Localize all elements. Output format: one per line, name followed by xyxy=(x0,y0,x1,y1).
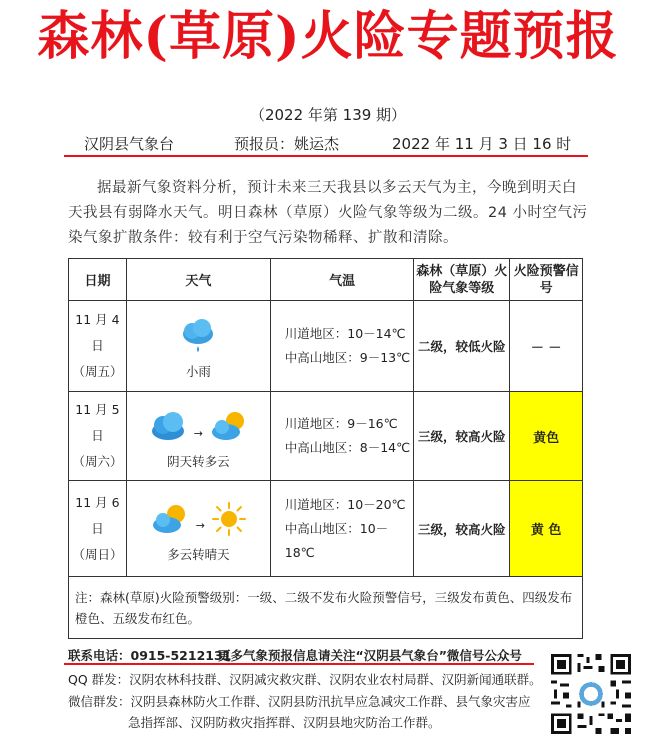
date-cell xyxy=(69,301,127,392)
issue-datetime: 2022 年 11 月 3 日 16 时 xyxy=(392,135,572,153)
fire-signal: 黄 色 xyxy=(510,481,583,577)
fire-level: 三级，较高火险 xyxy=(414,392,510,481)
table-note: 注：森林(草原)火险预警级别：一级、二级不发布火险预警信号，三级发布黄色、四级发布橙色、五级发布红色。 xyxy=(69,577,583,639)
temp-valley: 川道地区：10－14℃ xyxy=(284,326,406,341)
weather-cell xyxy=(126,301,270,392)
temp-mountain: 中高山地区：10－18℃ xyxy=(284,520,389,560)
date-cell xyxy=(69,392,127,481)
report-title: 森林(草原)火险专题预报 xyxy=(37,6,619,67)
issue-number: （2022 年第 139 期） xyxy=(249,106,407,124)
weekday: （周六） xyxy=(72,454,123,469)
overcast-icon xyxy=(148,409,188,443)
follow-notice: 更多气象预报信息请关注“汉阴县气象台”微信号公众号 xyxy=(218,648,522,663)
date: 11 月 6 日 xyxy=(75,494,120,536)
wechat-groups-1: 微信群发：汉阴县森林防火工作群、汉阴县防汛抗旱应急减灾工作群、县气象灾害应 xyxy=(68,694,531,709)
fire-signal: － － xyxy=(510,301,583,392)
header-weather: 天气 xyxy=(126,259,270,301)
arrow-icon: → xyxy=(195,519,205,532)
header-signal: 火险预警信号 xyxy=(510,259,583,301)
fire-level: 三级，较高火险 xyxy=(414,481,510,577)
header-date: 日期 xyxy=(69,259,127,301)
weather-label: 小雨 xyxy=(185,364,211,379)
header-rule xyxy=(64,155,588,157)
wechat-groups-2: 急指挥部、汉阴防救灾指挥群、汉阴县地灾防治工作群。 xyxy=(128,715,441,730)
rain-cloud-icon xyxy=(178,316,218,356)
sun-icon xyxy=(211,501,247,537)
partly-cloudy-icon xyxy=(150,502,190,536)
temp-mountain: 中高山地区：9－13℃ xyxy=(284,350,411,365)
station-name: 汉阴县气象台 xyxy=(84,135,175,153)
weather-label: 阴天转多云 xyxy=(167,454,230,469)
qq-groups: QQ 群发：汉阴农林科技群、汉阴减灾救灾群、汉阴农业农村局群、汉阴新闻通联群。 xyxy=(68,672,542,687)
temp-mountain: 中高山地区：8－14℃ xyxy=(284,440,411,455)
footer-rule xyxy=(64,663,534,665)
weekday: （周五） xyxy=(72,364,123,379)
fire-level: 二级，较低火险 xyxy=(414,301,510,392)
weekday: （周日） xyxy=(72,546,123,562)
table-row xyxy=(69,392,583,481)
forecast-summary: 据最新气象资料分析，预计未来三天我县以多云天气为主，今晚到明天白天我县有弱降水天气。明日森林（草原）火险气象等级为二级。24 小时空气污染气象扩散条件：较有利于空气污染物稀释、扩散和清除。 xyxy=(68,180,588,246)
forecaster: 预报员：姚运杰 xyxy=(234,135,340,153)
temp-cell xyxy=(270,392,414,481)
temp-cell xyxy=(270,301,414,392)
table-row xyxy=(69,301,583,392)
table-row xyxy=(69,481,583,577)
table-note-row xyxy=(69,577,583,639)
date-cell xyxy=(69,481,127,577)
qr-code-icon xyxy=(548,651,634,737)
date: 11 月 5 日 xyxy=(75,402,120,443)
fire-signal: 黄色 xyxy=(510,392,583,481)
temp-cell xyxy=(270,481,414,577)
arrow-icon: → xyxy=(193,426,203,440)
header-temp: 气温 xyxy=(270,259,414,301)
contact-phone: 联系电话：0915-5212131 xyxy=(68,648,232,663)
partly-cloudy-icon xyxy=(209,409,249,443)
weather-label: 多云转晴天 xyxy=(167,546,230,562)
table-header-row xyxy=(69,259,583,301)
forecast-table xyxy=(68,258,583,639)
date: 11 月 4 日 xyxy=(75,312,120,353)
weather-cell xyxy=(126,392,270,481)
header-level: 森林（草原）火险气象等级 xyxy=(414,259,510,301)
temp-valley: 川道地区：10－20℃ xyxy=(284,496,406,512)
weather-cell xyxy=(126,481,270,577)
temp-valley: 川道地区：9－16℃ xyxy=(284,416,398,431)
